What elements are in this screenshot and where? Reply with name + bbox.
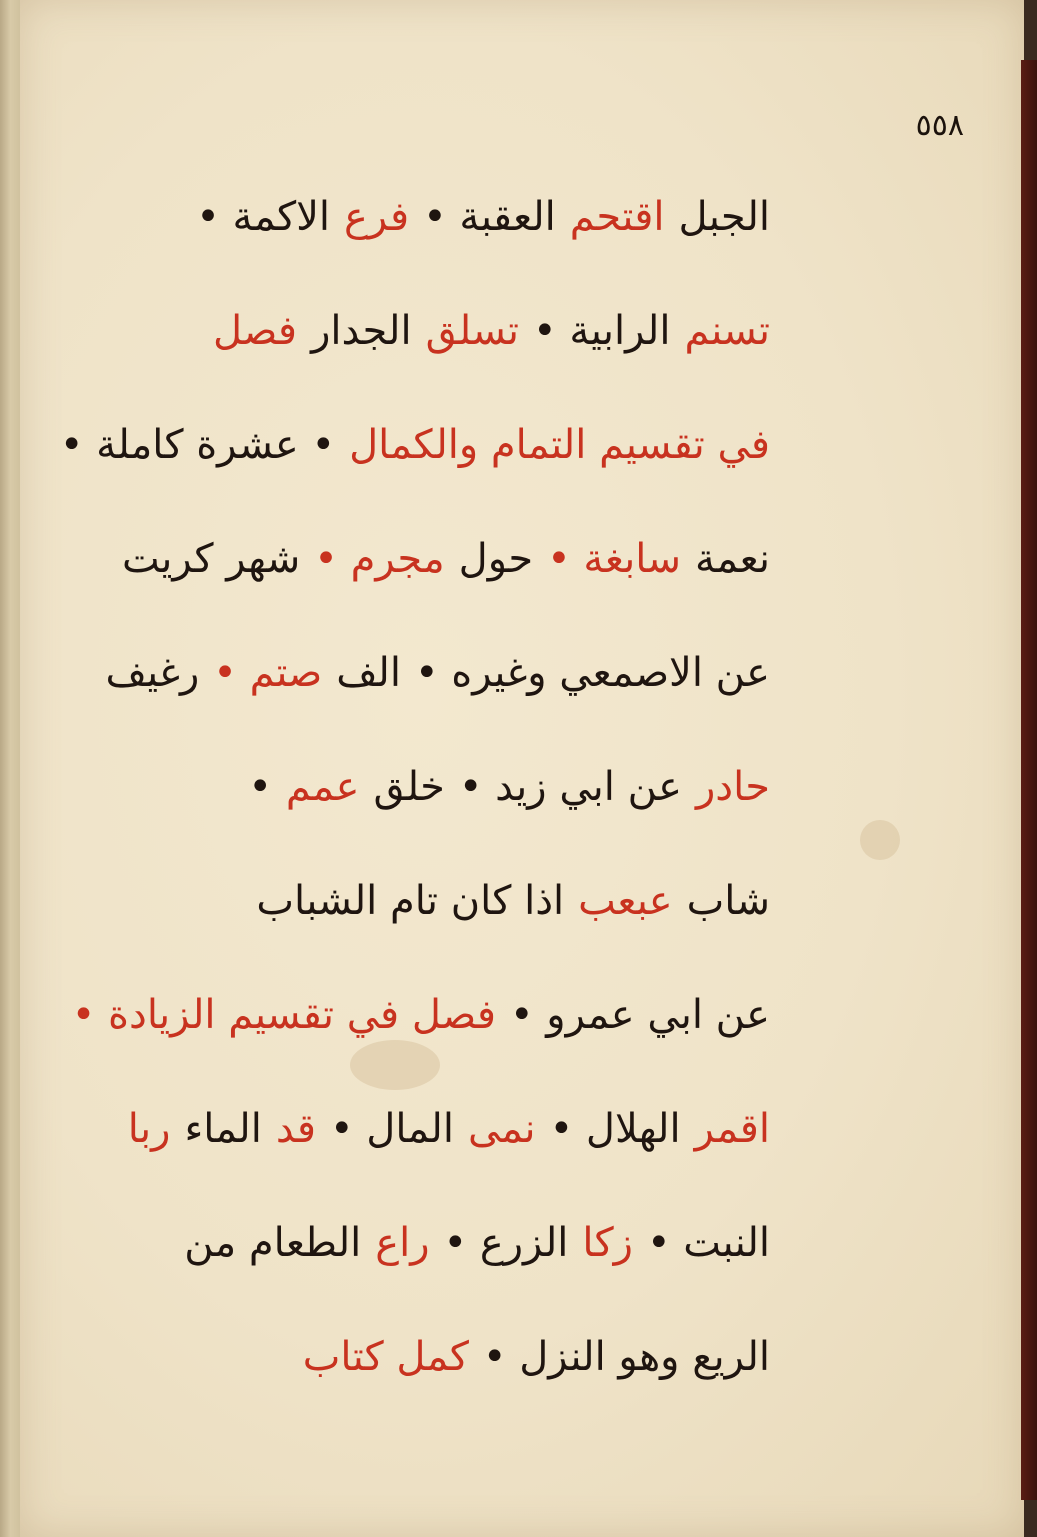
rubric-word: سابغة • xyxy=(547,536,681,582)
text-word: الهلال • xyxy=(549,1106,681,1152)
text-line xyxy=(196,160,770,274)
paper-stain xyxy=(860,820,900,860)
text-line xyxy=(71,958,770,1072)
text-line xyxy=(105,616,770,730)
rubric-word: فصل xyxy=(212,308,298,354)
rubric-word: فرع xyxy=(344,194,410,240)
rubric-word: نمى xyxy=(467,1106,536,1152)
book-binding xyxy=(1021,60,1037,1500)
text-line xyxy=(127,1072,770,1186)
text-word: حول xyxy=(458,536,534,582)
text-word: شهر كريت xyxy=(122,536,301,582)
rubric-word: اقتحم xyxy=(569,194,665,240)
text-word: النبت • xyxy=(646,1220,770,1266)
rubric-word: كمل كتاب xyxy=(302,1334,469,1380)
rubric-word: اقمر xyxy=(694,1106,770,1152)
manuscript-text xyxy=(59,160,770,1414)
rubric-word: مجرم • xyxy=(314,536,445,582)
text-word: خلق xyxy=(373,764,445,810)
text-word: الاكمة • xyxy=(196,194,331,240)
text-word: الرابية • xyxy=(533,308,671,354)
text-word: الطعام من xyxy=(184,1220,362,1266)
text-word: شاب xyxy=(686,878,770,924)
text-line xyxy=(250,1300,770,1414)
text-line xyxy=(59,388,770,502)
text-word: المال • xyxy=(329,1106,454,1152)
rubric-word: عبعب xyxy=(578,878,673,924)
rubric-word: ربا xyxy=(127,1106,171,1152)
text-word: الزرع • xyxy=(443,1220,569,1266)
text-word: نعمة xyxy=(695,536,770,582)
manuscript-page xyxy=(20,0,1024,1537)
text-line xyxy=(122,502,770,616)
rubric-word: قد xyxy=(275,1106,316,1152)
text-word: عن ابي عمرو • xyxy=(509,992,770,1038)
text-word: عن ابي زيد • xyxy=(458,764,682,810)
rubric-word: فصل في تقسيم الزيادة • xyxy=(71,992,496,1038)
rubric-word: راع xyxy=(375,1220,430,1266)
text-word: اذا كان تام الشباب xyxy=(256,878,565,924)
text-word: عن الاصمعي وغيره • xyxy=(414,650,770,696)
rubric-word: تسنم xyxy=(684,308,770,354)
rubric-word: في تقسيم التمام والكمال xyxy=(349,422,770,468)
text-word: الماء xyxy=(184,1106,262,1152)
text-word: رغيف xyxy=(105,650,200,696)
text-word: الجبل xyxy=(678,194,770,240)
rubric-word: تسلق xyxy=(425,308,520,354)
rubric-word: عمم xyxy=(285,764,360,810)
text-line xyxy=(184,1186,770,1300)
text-line xyxy=(250,844,770,958)
text-word: العقبة • xyxy=(423,194,556,240)
text-word: الريع وهو النزل • xyxy=(482,1334,770,1380)
text-word: • xyxy=(248,764,272,810)
page-number: ٥٥٨ xyxy=(915,108,964,143)
rubric-word: زكا xyxy=(582,1220,633,1266)
text-word: الجدار xyxy=(311,308,412,354)
text-line xyxy=(250,730,770,844)
rubric-word: حادر xyxy=(695,764,770,810)
rubric-word: صتم • xyxy=(213,650,323,696)
text-word: الف xyxy=(336,650,401,696)
text-word: • عشرة كاملة • xyxy=(59,422,336,468)
text-line xyxy=(212,274,770,388)
